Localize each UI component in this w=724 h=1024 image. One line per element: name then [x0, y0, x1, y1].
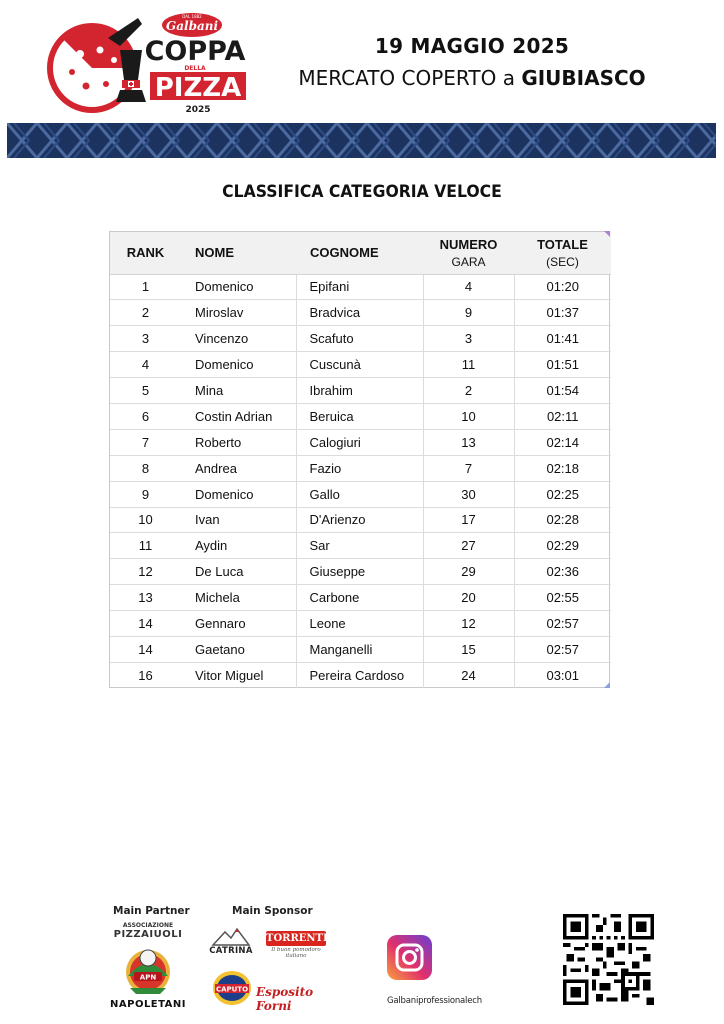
cell-numero: 13	[423, 429, 514, 455]
torrente-label: TORRENTE	[266, 933, 331, 944]
cell-rank: 13	[110, 585, 181, 611]
cell-nome: Domenico	[181, 481, 296, 507]
torrente-sponsor-logo	[266, 931, 331, 959]
table-row	[110, 378, 611, 404]
cell-numero: 9	[423, 300, 514, 326]
esposito-forni-logo: Esposito Forni	[256, 985, 314, 1013]
corner-marker	[604, 231, 610, 237]
table-row	[110, 585, 611, 611]
apn-logo-header	[110, 922, 186, 940]
main-sponsor-label: Main Sponsor	[232, 905, 313, 917]
svg-text:COPPA: COPPA	[144, 36, 246, 67]
cell-rank: 16	[138, 668, 153, 684]
cell-numero: 29	[423, 559, 514, 585]
header-numero	[423, 232, 514, 274]
cell-nome: Vitor Miguel	[195, 668, 264, 684]
cell-numero: 30	[423, 481, 514, 507]
table-row	[110, 429, 611, 455]
cell-nome: Roberto	[181, 429, 296, 455]
cell-totale: 02:18	[514, 455, 611, 481]
header-totale	[514, 232, 611, 274]
cell-nome: Andrea	[181, 455, 296, 481]
cell-totale: 02:55	[514, 585, 611, 611]
cell-cognome: Manganelli	[296, 636, 423, 662]
cell-cognome: Bradvica	[296, 300, 423, 326]
cell-cognome: Pereira Cardoso	[296, 662, 423, 688]
cell-nome: Aydin	[181, 533, 296, 559]
cell-totale: 02:11	[514, 403, 611, 429]
cell-totale: 02:28	[514, 507, 611, 533]
cell-rank: 1	[110, 274, 181, 300]
cell-cognome: Sar	[296, 533, 423, 559]
header-totale-label: TOTALE	[537, 236, 588, 252]
main-partner-label: Main Partner	[113, 905, 190, 917]
cell-totale: 02:29	[514, 533, 611, 559]
table-row	[110, 636, 611, 662]
cell-nome: Domenico	[181, 274, 296, 300]
svg-text:DELLA: DELLA	[184, 65, 206, 72]
cell-numero: 15	[423, 636, 514, 662]
qr-code[interactable]	[563, 914, 654, 1005]
cell-nome: Vincenzo	[181, 326, 296, 352]
cell-cognome: Beruica	[296, 403, 423, 429]
cell-totale: 01:51	[514, 352, 611, 378]
table-row	[110, 662, 611, 688]
cell-totale: 02:57	[514, 611, 611, 637]
cell-totale: 02:57	[514, 636, 611, 662]
cell-cognome: D'Arienzo	[296, 507, 423, 533]
cell-rank: 9	[110, 481, 181, 507]
svg-text:2025: 2025	[185, 105, 211, 115]
cell-nome: Mina	[181, 378, 296, 404]
cell-rank: 12	[110, 559, 181, 585]
cell-cognome: Gallo	[296, 481, 423, 507]
svg-text:PIZZA: PIZZA	[154, 73, 242, 103]
cell-cognome: Scafuto	[296, 326, 423, 352]
cell-numero: 3	[423, 326, 514, 352]
cell-cognome: Fazio	[296, 455, 423, 481]
cell-numero: 24	[423, 662, 514, 688]
coppa-della-pizza-logo	[42, 10, 254, 120]
header-cognome: COGNOME	[296, 232, 423, 274]
table-row	[110, 611, 611, 637]
table-row	[110, 455, 611, 481]
cell-totale: 02:25	[514, 481, 611, 507]
header-numero-label: NUMERO	[439, 236, 498, 252]
cell-numero: 12	[423, 611, 514, 637]
cell-totale: 01:37	[514, 300, 611, 326]
cell-numero: 4	[423, 274, 514, 300]
cell-cognome: Giuseppe	[296, 559, 423, 585]
svg-text:APN: APN	[139, 973, 157, 982]
cell-nome: De Luca	[181, 559, 296, 585]
cell-cognome: Ibrahim	[296, 378, 423, 404]
svg-text:CAPUTO: CAPUTO	[215, 985, 249, 994]
cell-nome: Gaetano	[181, 636, 296, 662]
cell-numero: 20	[423, 585, 514, 611]
cell-rank: 8	[110, 455, 181, 481]
ranking-table	[109, 231, 610, 688]
cell-rank: 7	[110, 429, 181, 455]
cell-totale: 01:20	[514, 274, 611, 300]
cell-numero: 2	[423, 378, 514, 404]
table-row	[110, 507, 611, 533]
header-totale-sub: (SEC)	[546, 254, 579, 269]
cell-rank: 11	[110, 533, 181, 559]
cell-nome: Costin Adrian	[181, 403, 296, 429]
cell-totale: 02:36	[514, 559, 611, 585]
cell-numero: 17	[423, 507, 514, 533]
cell-rank: 14	[110, 636, 181, 662]
torrente-tagline: Il buon pomodoro italiano	[271, 947, 321, 959]
instagram-handle[interactable]: Galbaniprofessionalech	[387, 996, 482, 1006]
cell-nome: Gennaro	[181, 611, 296, 637]
caputo-sponsor-logo	[211, 969, 253, 1007]
mountain-icon	[211, 926, 251, 946]
cell-rank: 6	[110, 403, 181, 429]
cell-nome: Miroslav	[181, 300, 296, 326]
cell-cognome: Epifani	[296, 274, 423, 300]
cell-rank: 10	[110, 507, 181, 533]
table-row	[110, 559, 611, 585]
svg-text:Galbani: Galbani	[165, 19, 219, 33]
cell-numero: 10	[423, 403, 514, 429]
header-numero-sub: GARA	[451, 254, 486, 269]
table-header-row	[110, 232, 611, 274]
header-nome: NOME	[181, 232, 296, 274]
svg-text:DAL 1882: DAL 1882	[182, 14, 202, 19]
table-row	[110, 274, 611, 300]
catrina-sponsor-logo	[207, 926, 255, 960]
cell-cognome: Cuscunà	[296, 352, 423, 378]
cell-cognome: Calogiuri	[296, 429, 423, 455]
event-location	[262, 66, 682, 90]
cell-nome: Domenico	[181, 352, 296, 378]
apn-line1: ASSOCIAZIONE	[122, 922, 174, 929]
table-row	[110, 352, 611, 378]
event-date: 19 MAGGIO 2025	[374, 34, 570, 58]
cell-numero: 11	[423, 352, 514, 378]
cell-cognome: Leone	[296, 611, 423, 637]
cell-totale: 01:41	[514, 326, 611, 352]
cell-rank: 14	[110, 611, 181, 637]
page-title: CLASSIFICA CATEGORIA VELOCE	[222, 182, 502, 202]
cell-nome: Ivan	[181, 507, 296, 533]
table-row	[110, 481, 611, 507]
table-row	[110, 403, 611, 429]
corner-marker	[604, 682, 610, 688]
cell-numero: 7	[423, 455, 514, 481]
table-row	[110, 300, 611, 326]
event-location-city: GIUBIASCO	[521, 66, 646, 90]
table-row	[110, 533, 611, 559]
header-rank: RANK	[110, 232, 181, 274]
decorative-banner	[7, 123, 716, 158]
apn-emblem-icon	[120, 942, 176, 996]
cell-totale: 03:01	[514, 662, 611, 688]
apn-partner-logo	[110, 922, 186, 1010]
cell-rank: 4	[110, 352, 181, 378]
table-row	[110, 326, 611, 352]
cell-rank: 3	[110, 326, 181, 352]
cell-rank: 5	[110, 378, 181, 404]
event-location-prefix: MERCATO COPERTO a	[298, 66, 522, 90]
apn-line3: NAPOLETANI	[110, 999, 187, 1010]
cell-totale: 01:54	[514, 378, 611, 404]
cell-totale: 02:14	[514, 429, 611, 455]
apn-line2: PIZZAIUOLI	[113, 929, 183, 940]
cell-cognome: Carbone	[296, 585, 423, 611]
cell-numero: 27	[423, 533, 514, 559]
cell-nome: Michela	[181, 585, 296, 611]
instagram-icon[interactable]	[387, 935, 432, 980]
catrina-label: CATRINA	[209, 946, 253, 956]
cell-rank: 2	[110, 300, 181, 326]
